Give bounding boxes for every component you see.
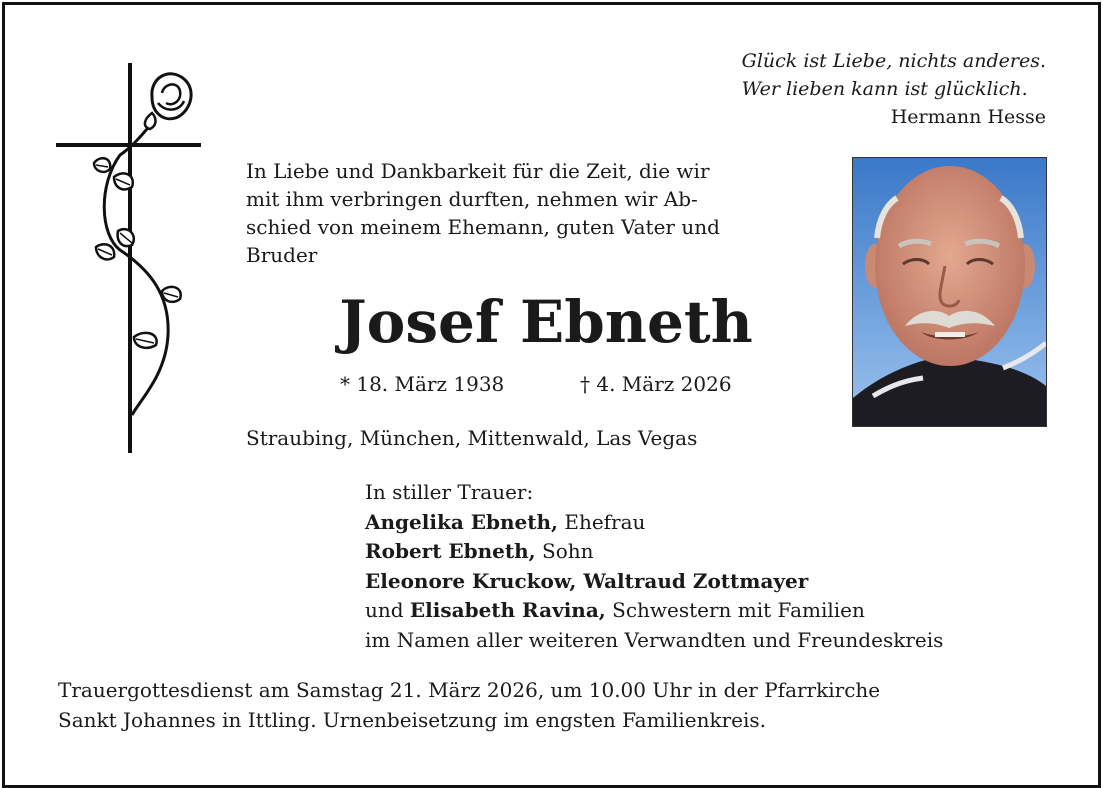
quote-line-1: Glück ist Liebe, nichts anderes. (741, 50, 1046, 72)
intro-text (246, 157, 816, 269)
mourners-heading: In stiller Trauer: (365, 480, 534, 504)
mourners-closing: im Namen aller weiteren Verwandten und Freundeskreis (365, 627, 944, 652)
places-list: Straubing, München, Mittenwald, Las Vegas (246, 426, 698, 450)
cross-with-rose-icon (50, 55, 210, 460)
deceased-name: Josef Ebneth (339, 288, 753, 356)
mourner-row (365, 567, 943, 597)
quote-block (742, 47, 1046, 131)
intro-line-2: mit ihm verbringen durften, nehmen wir Ab- (246, 187, 698, 211)
death-date: † 4. März 2026 (580, 372, 732, 396)
intro-line-4: Bruder (246, 243, 318, 267)
mourner-name: Elisabeth Ravina, (409, 598, 606, 622)
mourner-role: Sohn (535, 539, 594, 563)
quote-line-2: Wer lieben kann ist glücklich. (741, 78, 1028, 100)
mourner-name: Angelika Ebneth, (365, 509, 558, 534)
portrait-photo (852, 157, 1047, 427)
mourners-list (365, 478, 943, 655)
intro-line-3: schied von meinem Ehemann, guten Vater und (246, 215, 720, 239)
mourner-role: Ehefrau (557, 509, 646, 534)
mourner-row (365, 596, 943, 626)
service-line-1: Trauergottesdienst am Samstag 21. März 2026, um 10.00 Uhr in der Pfarrkirche (58, 678, 881, 702)
service-line-2: Sankt Johannes in Ittling. Urnenbeisetzung im engsten Familienkreis. (58, 708, 767, 732)
birth-date: * 18. März 1938 (340, 372, 505, 396)
mourner-role: Schwestern mit Familien (605, 598, 865, 622)
service-info (58, 675, 1048, 735)
intro-line-1: In Liebe und Dankbarkeit für die Zeit, die wir (246, 159, 710, 183)
quote-author: Hermann Hesse (890, 106, 1046, 128)
mourner-prefix: und (365, 598, 410, 622)
mourner-name: Eleonore Kruckow, Waltraud Zottmayer (365, 568, 809, 593)
mourner-name: Robert Ebneth, (365, 539, 536, 563)
mourner-row (365, 508, 943, 538)
mourner-row (365, 537, 943, 567)
